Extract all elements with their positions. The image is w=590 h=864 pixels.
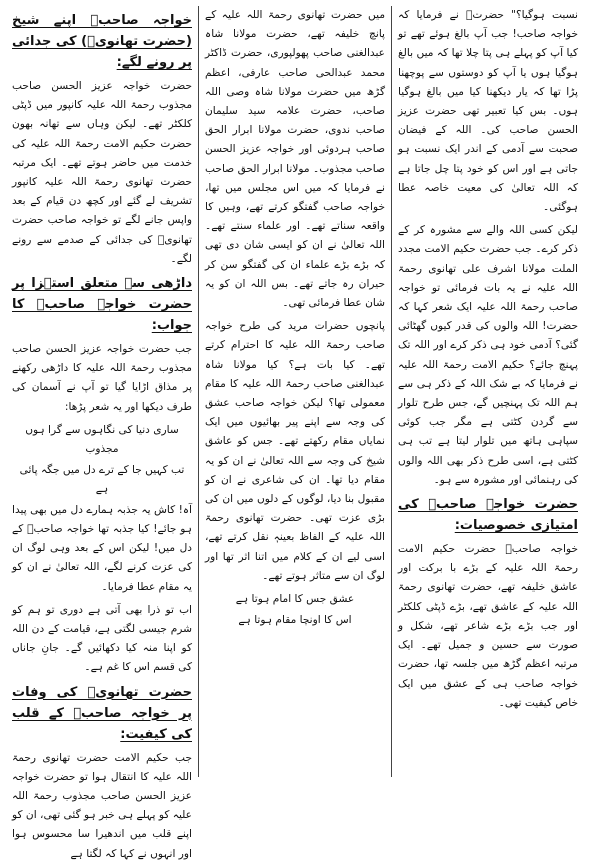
section-heading: حضرت تھانویؒ کی وفات پر خواجہ صاحبؒ کے قلب کی کیفیت: bbox=[12, 684, 192, 742]
column-left bbox=[6, 6, 199, 860]
verse-line: اس کا اونچا مقام ہوتا ہے bbox=[238, 614, 352, 627]
paragraph: اب تو ذرا بھی آتی ہے دوری تو ہم کو شرم جیسی لگتی ہے، قیامت کے دن اللہ کو اپنا منہ کیا دکھائیں گے۔ جانِ جاناں کی قسم اس کا غم ہے۔ bbox=[12, 603, 192, 674]
paragraph: میں حضرت تھانوی رحمۃ اللہ علیہ کے پانچ خلیفہ تھے، حضرت مولانا شاہ عبدالغنی صاحب پھولپوری، حضرت ڈاکٹر محمد عبدالحی صاحب عارفی، اعظم گڑھ میں حضرت مولانا شاہ وصی اللہ صاحب، حضرت علامہ سید سلیمان صاحب ندوی، حضرت مولانا ابرار الحق صاحب ہردوئی اور خواجہ عزیز الحسن صاحب مجذوب۔ مولانا ابرار الحق صاحب نے فرمایا کہ میں اس مجلس میں تھا، خواجہ صاحب گفتگو کرتے تھے، وہیں کا واقعہ سناتے تھے۔ اور علماء سنتے تھے۔ اللہ تعالیٰ نے ان کو ایسی شان دی تھی کہ بڑے بڑے علماء ان کی گفتگو سن کر حیران رہ جاتے تھے۔ بس اللہ ان کو یہ شان عطا فرمائی تھی۔ bbox=[205, 9, 385, 310]
section-heading: داڑھی سے متعلق استہزا پر حضرت خواجہ صاحبؒ کا جواب: bbox=[12, 276, 192, 334]
paragraph: جب حکیم الامت حضرت تھانوی رحمۃ اللہ علیہ کا انتقال ہوا تو حضرت خواجہ عزیز الحسن صاحب مجذوب رحمۃ اللہ علیہ کو پہلے ہی خبر ہو گئی تھی، ان کو اپنے قلب میں اندھیرا سا محسوس ہوا اور انہوں نے کہا کہ لگتا ہے bbox=[12, 751, 192, 860]
paragraph: پانچوں حضرات مرید کی طرح خواجہ صاحب رحمۃ اللہ علیہ کا احترام کرتے تھے۔ کیا بات ہے؟ کیا مولانا شاہ عبدالغنی صاحب رحمۃ اللہ علیہ کا مقام معمولی تھا؟ لیکن خواجہ صاحب عشق کی وجہ سے اپنے پیر بھائیوں میں ایک نمایاں مقام رکھتے تھے۔ جس کو عاشق شیخ کی وجہ سے اللہ تعالیٰ نے ان کو یہ مقام دیا تھا۔ ان کی شاعری نے ان کو مقبول بنا دیا، لوگوں کے دلوں میں ان کی بڑی عزت تھی۔ حضرت تھانوی رحمۃ اللہ علیہ کے الفاظ بعینہٖ نقل کرتے تھے، اسی لیے ان کے کلام میں اتنا اثر تھا اور لوگ ان سے متاثر ہوتے تھے۔ bbox=[205, 320, 385, 582]
column-right bbox=[392, 6, 584, 777]
verse-line: ساری دنیا کی نگاہوں سے گرا ہوں مجذوب bbox=[25, 423, 179, 455]
paragraph: آہ! کاش یہ جذبہ ہمارے دل میں بھی پیدا ہو جائے! کیا جذبہ تھا خواجہ صاحبؒ کے دل میں! لیکن اس کے بعد وہی لوگ ان کی عزت کرنے لگے، اللہ تعالیٰ نے ان کو یہ مقام عطا فرمایا۔ bbox=[12, 503, 192, 593]
newspaper-page bbox=[6, 6, 584, 860]
verse-line: تب کہیں جا کے ترے دل میں جگہ پائی ہے bbox=[19, 463, 185, 495]
column-middle bbox=[199, 6, 392, 777]
paragraph: خواجہ صاحبؒ حضرت حکیم الامت رحمۃ اللہ علیہ کے بڑے با برکت اور عاشق خلیفہ تھے، حضرت تھانوی رحمۃ اللہ علیہ کے عاشق تھے، بڑے ڈپٹی کلکٹر اور جب بڑے بڑے شاعر تھے، شکل و صورت سے حسین و جمیل تھے۔ ایک مرتبہ اعظم گڑھ میں جلسہ تھا، حضرت خواجہ صاحب ہی کے عشق میں ایک خاص کیفیت تھی۔ bbox=[398, 543, 578, 709]
paragraph: نسبت ہوگیا؟" حضرتؒ نے فرمایا کہ خواجہ صاحب! جب آپ بالغ ہوئے تھے تو کیا آپ کو پہلے ہی پتا چلا تھا کہ میں بالغ ہوگیا ہوں یا آپ کو دوستوں سے پوچھنا پڑا تھا کہ یار دیکھنا کیا میں بالغ ہوگیا ہوں۔ بس کیا تعبیر تھی حضرت عزیز الحسن صاحب کی۔ اللہ کے فیضان صحبت سے آدمی کے اندر ایک نسبت ہو جاتی ہے اور اس کو خود پتا چل جاتا ہے کہ اللہ تعالیٰ کی معیت خاصہ عطا ہوگئی۔ bbox=[398, 9, 578, 214]
paragraph: حضرت خواجہ عزیز الحسن صاحب مجذوب رحمۃ اللہ علیہ کانپور میں ڈپٹی کلکٹر تھے۔ لیکن وہاں سے تھانہ بھون حضرت حکیم الامت رحمۃ اللہ علیہ کی خدمت میں حاضر ہوتے تھے۔ ایک مرتبہ حضرت تھانوی رحمۃ اللہ علیہ کانپور تشریف لے گئے اور کچھ دن قیام کے بعد واپس جانے لگے تو خواجہ صاحب حضرت تھانویؒ کی جدائی کے صدمے سے رونے لگے۔ bbox=[12, 80, 192, 265]
section-heading: حضرت خواجہ صاحبؒ کی امتیازی خصوصیات: bbox=[398, 497, 578, 534]
paragraph: جب حضرت خواجہ عزیز الحسن صاحب مجذوب رحمۃ اللہ علیہ کا داڑھی رکھنے پر مذاق اڑایا گیا تو آپ نے آسمان کی طرف دیکھا اور یہ شعر پڑھا: bbox=[12, 343, 192, 413]
verse-line: عشق جس کا امام ہوتا ہے bbox=[235, 593, 355, 606]
paragraph: لیکن کسی اللہ والے سے مشورہ کر کے ذکر کرے۔ جب حضرت حکیم الامت مجدد الملت مولانا اشرف علی تھانوی رحمۃ اللہ علیہ نے یہ بات فرمائی تو خواجہ صاحب رحمۃ اللہ علیہ ایک شعر کہا کہ حضرت! اللہ والوں کی قدر کیوں گھٹائی گئی؟ آدمی خود ہی ذکر کرے اور اللہ تک پہنچ جائے؟ حکیم الامت رحمۃ اللہ علیہ نے فرمایا کہ بے شک اللہ کے ذکر ہی سے ہم اللہ تک پہنچیں گے، جس طرح تلوار سے گردن کٹتی ہے مگر جب کوئی سپاہی ہاتھ میں تلوار لیتا ہے تب ہی کٹتی ہے، اسی طرح ذکر بھی اللہ والوں کی رہنمائی اور مشورہ سے ہو۔ bbox=[398, 224, 578, 486]
section-heading: خواجہ صاحبؒ اپنے شیخ (حضرت تھانویؒ) کی جدائی پر رونے لگے: bbox=[12, 13, 192, 70]
